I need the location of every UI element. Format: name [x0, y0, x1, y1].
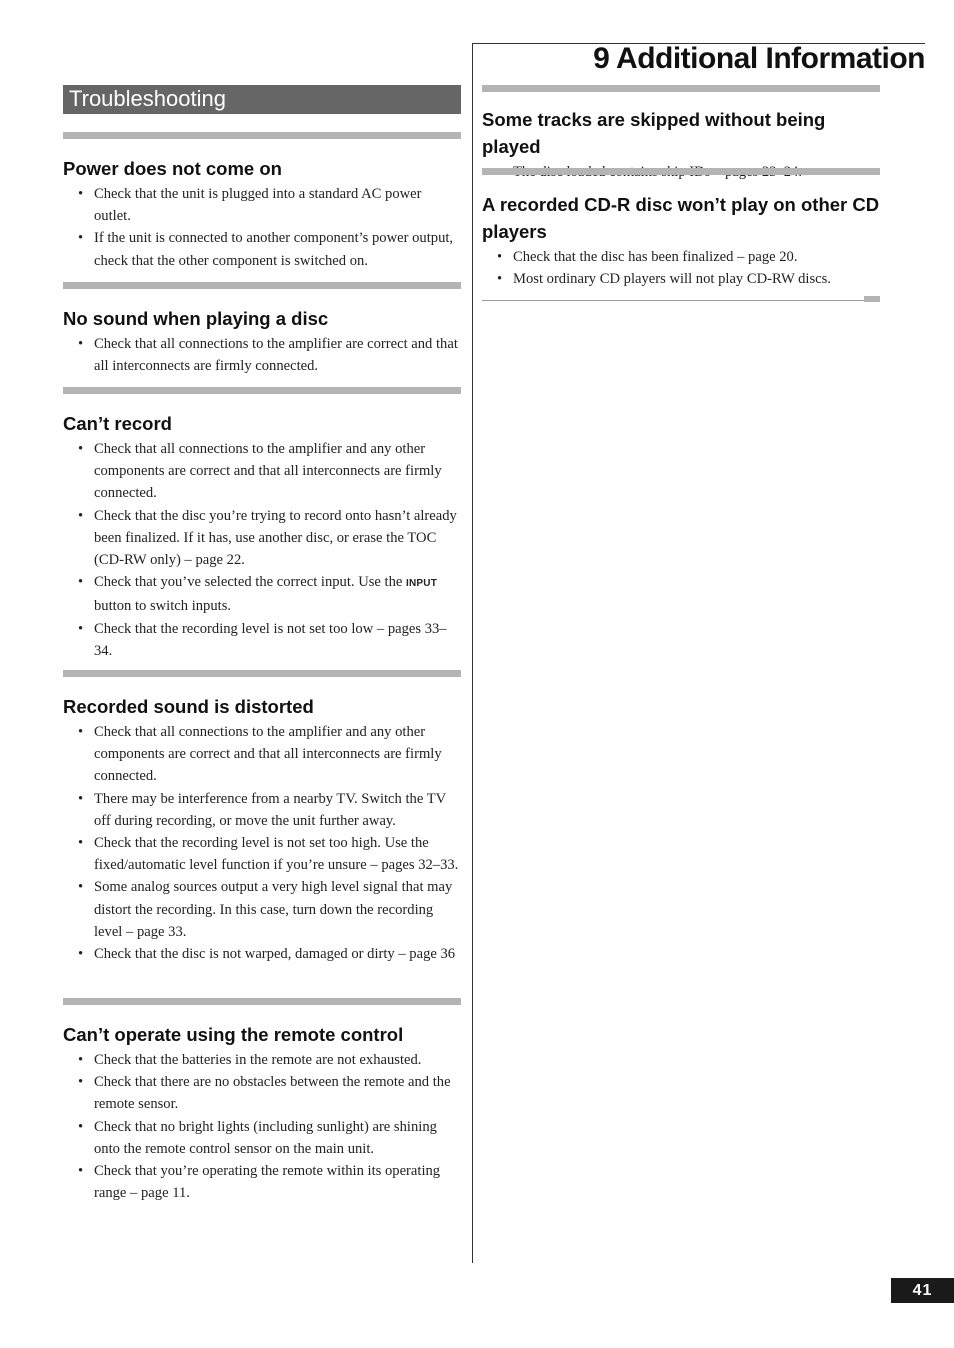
- topic-rule: [482, 85, 880, 92]
- list-item: • Check that the batteries in the remote are not exhausted.: [63, 1049, 461, 1071]
- topic-heading: Can’t record: [63, 413, 172, 434]
- topic-heading: Power does not come on: [63, 158, 282, 179]
- bullet-icon: •: [78, 879, 84, 896]
- list-item: • Check that the recording level is not set too low – pages 33–34.: [63, 618, 461, 662]
- topic-rule: [63, 282, 461, 289]
- topic-rule: [63, 132, 461, 139]
- topic-rule: [63, 670, 461, 677]
- topic-list: [63, 438, 461, 662]
- bullet-icon: •: [497, 249, 503, 265]
- bullet-icon: •: [78, 230, 84, 247]
- list-item: • Check that you’ve selected the correct input. Use the INPUT button to switch inputs.: [63, 571, 461, 617]
- list-item: • Check that you’re operating the remote within its operating range – page 11.: [63, 1160, 461, 1204]
- topic-rule: [482, 168, 880, 175]
- topic-rule: [63, 387, 461, 394]
- topic-list: [482, 246, 880, 290]
- bullet-icon: •: [78, 1118, 84, 1135]
- bullet-icon: •: [78, 1074, 84, 1091]
- list-item: • Check that the disc is not warped, damaged or dirty – page 36: [63, 943, 461, 965]
- topic-heading: Recorded sound is distorted: [63, 696, 314, 717]
- topic-cdr-wont-play: [482, 168, 880, 290]
- topic-list: [63, 721, 461, 965]
- page-number: 41: [891, 1278, 954, 1303]
- topic-list: [63, 183, 461, 272]
- topic-heading: A recorded CD-R disc won’t play on other CD players: [482, 194, 880, 242]
- topic-rule: [63, 998, 461, 1005]
- column-divider: [472, 43, 473, 1263]
- list-item: • Check that all connections to the amplifier are correct and that all interconnects are firmly connected.: [63, 333, 461, 377]
- topic-list: [63, 1049, 461, 1204]
- section-title: Troubleshooting: [63, 85, 461, 114]
- bullet-icon: •: [78, 790, 84, 807]
- topic-heading: Can’t operate using the remote control: [63, 1024, 404, 1045]
- bullet-icon: •: [78, 724, 84, 740]
- bullet-icon: •: [497, 271, 503, 288]
- topic-power: [63, 132, 461, 272]
- bullet-icon: •: [78, 507, 84, 524]
- topic-heading: Some tracks are skipped without being played: [482, 109, 826, 157]
- list-item: • Check that there are no obstacles between the remote and the remote sensor.: [63, 1071, 461, 1115]
- topic-list: [63, 333, 461, 377]
- topic-distorted: [63, 670, 461, 965]
- bullet-icon: •: [78, 186, 84, 202]
- list-item: • Check that the disc has been finalized – page 20.: [482, 246, 880, 268]
- list-item: • Some analog sources output a very high level signal that may distort the recording. In this case, turn down the recording level – page 33.: [63, 876, 461, 943]
- list-item: • Check that the recording level is not set too high. Use the fixed/automatic level function if you’re unsure – pages 32–33.: [63, 832, 461, 876]
- list-item: • Check that all connections to the amplifier and any other components are correct and that all interconnects are firmly connected.: [63, 438, 461, 505]
- topic-cant-record: [63, 387, 461, 662]
- chapter-title: 9 Additional Information: [593, 42, 925, 75]
- list-item: • Check that no bright lights (including sunlight) are shining onto the remote control sensor on the main unit.: [63, 1116, 461, 1160]
- list-item: • Check that the disc you’re trying to record onto hasn’t already been finalized. If it has, use another disc, or erase the TOC (CD-RW only) – page 22.: [63, 505, 461, 572]
- list-item: • Check that all connections to the amplifier and any other components are correct and that all interconnects are firmly connected.: [63, 721, 461, 788]
- section-end-rule: [482, 300, 880, 301]
- bullet-icon: •: [78, 441, 84, 457]
- section-end-mark: [864, 296, 880, 302]
- bullet-icon: •: [78, 946, 84, 963]
- list-item: • If the unit is connected to another component’s power output, check that the other component is switched on.: [63, 227, 461, 271]
- topic-remote: [63, 998, 461, 1204]
- input-button-label: INPUT: [406, 578, 438, 590]
- bullet-icon: •: [78, 620, 84, 637]
- bullet-icon: •: [78, 1052, 84, 1068]
- list-item: • Check that the unit is plugged into a standard AC power outlet.: [63, 183, 461, 227]
- list-item: • Most ordinary CD players will not play CD-RW discs.: [482, 268, 880, 290]
- list-item: • There may be interference from a nearby TV. Switch the TV off during recording, or move the unit further away.: [63, 788, 461, 832]
- bullet-icon: •: [78, 574, 84, 591]
- topic-heading: No sound when playing a disc: [63, 308, 329, 329]
- bullet-icon: •: [78, 1163, 84, 1180]
- bullet-icon: •: [78, 336, 84, 352]
- topic-no-sound: [63, 282, 461, 377]
- bullet-icon: •: [78, 835, 84, 852]
